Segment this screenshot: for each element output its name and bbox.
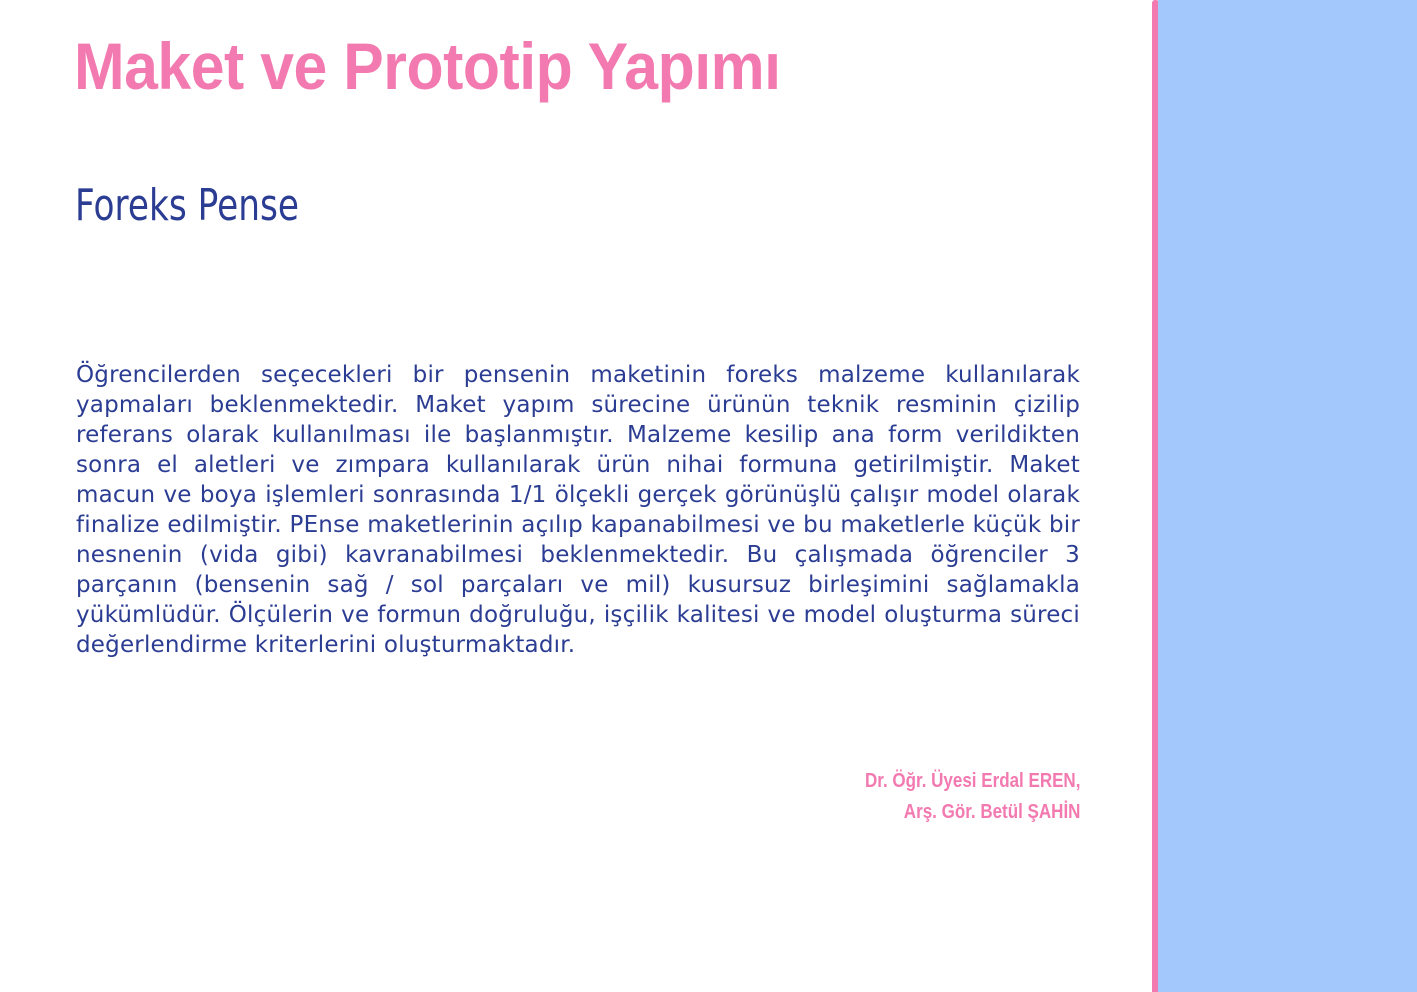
- author-line-2: Arş. Gör. Betül ŞAHİN: [903, 801, 1080, 823]
- page-subtitle: Foreks Pense: [75, 180, 299, 231]
- page-title: Maket ve Prototip Yapımı: [74, 29, 781, 103]
- side-decorative-panel: [1158, 0, 1417, 992]
- authors-block: [827, 766, 1080, 828]
- author-line-1: Dr. Öğr. Üyesi Erdal EREN,: [864, 770, 1080, 792]
- body-paragraph: Öğrencilerden seçecekleri bir pensenin maketinin foreks malzeme kullanılarak yapmaları beklenmektedir. Maket yapım sürecine ürünün teknik resminin çizilip referans olarak kullanılması ile başlanmıştır. Malzeme kesilip ana form verildikten sonra el aletleri ve zımpara kullanılarak ürün nihai formuna getirilmiştir. Maket macun ve boya işlemleri sonrasında 1/1 ölçekli gerçek görünüşlü çalışır model olarak finalize edilmiştir. PEnse maketlerinin açılıp kapanabilmesi ve bu maketlerle küçük bir nesnenin (vida gibi) kavranabilmesi beklenmektedir. Bu çalışmada öğrenciler 3 parçanın (bensenin sağ / sol parçaları ve mil) kusursuz birleşimini sağlamakla yükümlüdür. Ölçülerin ve formun doğruluğu, işçilik kalitesi ve model oluşturma süreci değerlendirme kriterlerini oluşturmaktadır.: [76, 362, 1080, 658]
